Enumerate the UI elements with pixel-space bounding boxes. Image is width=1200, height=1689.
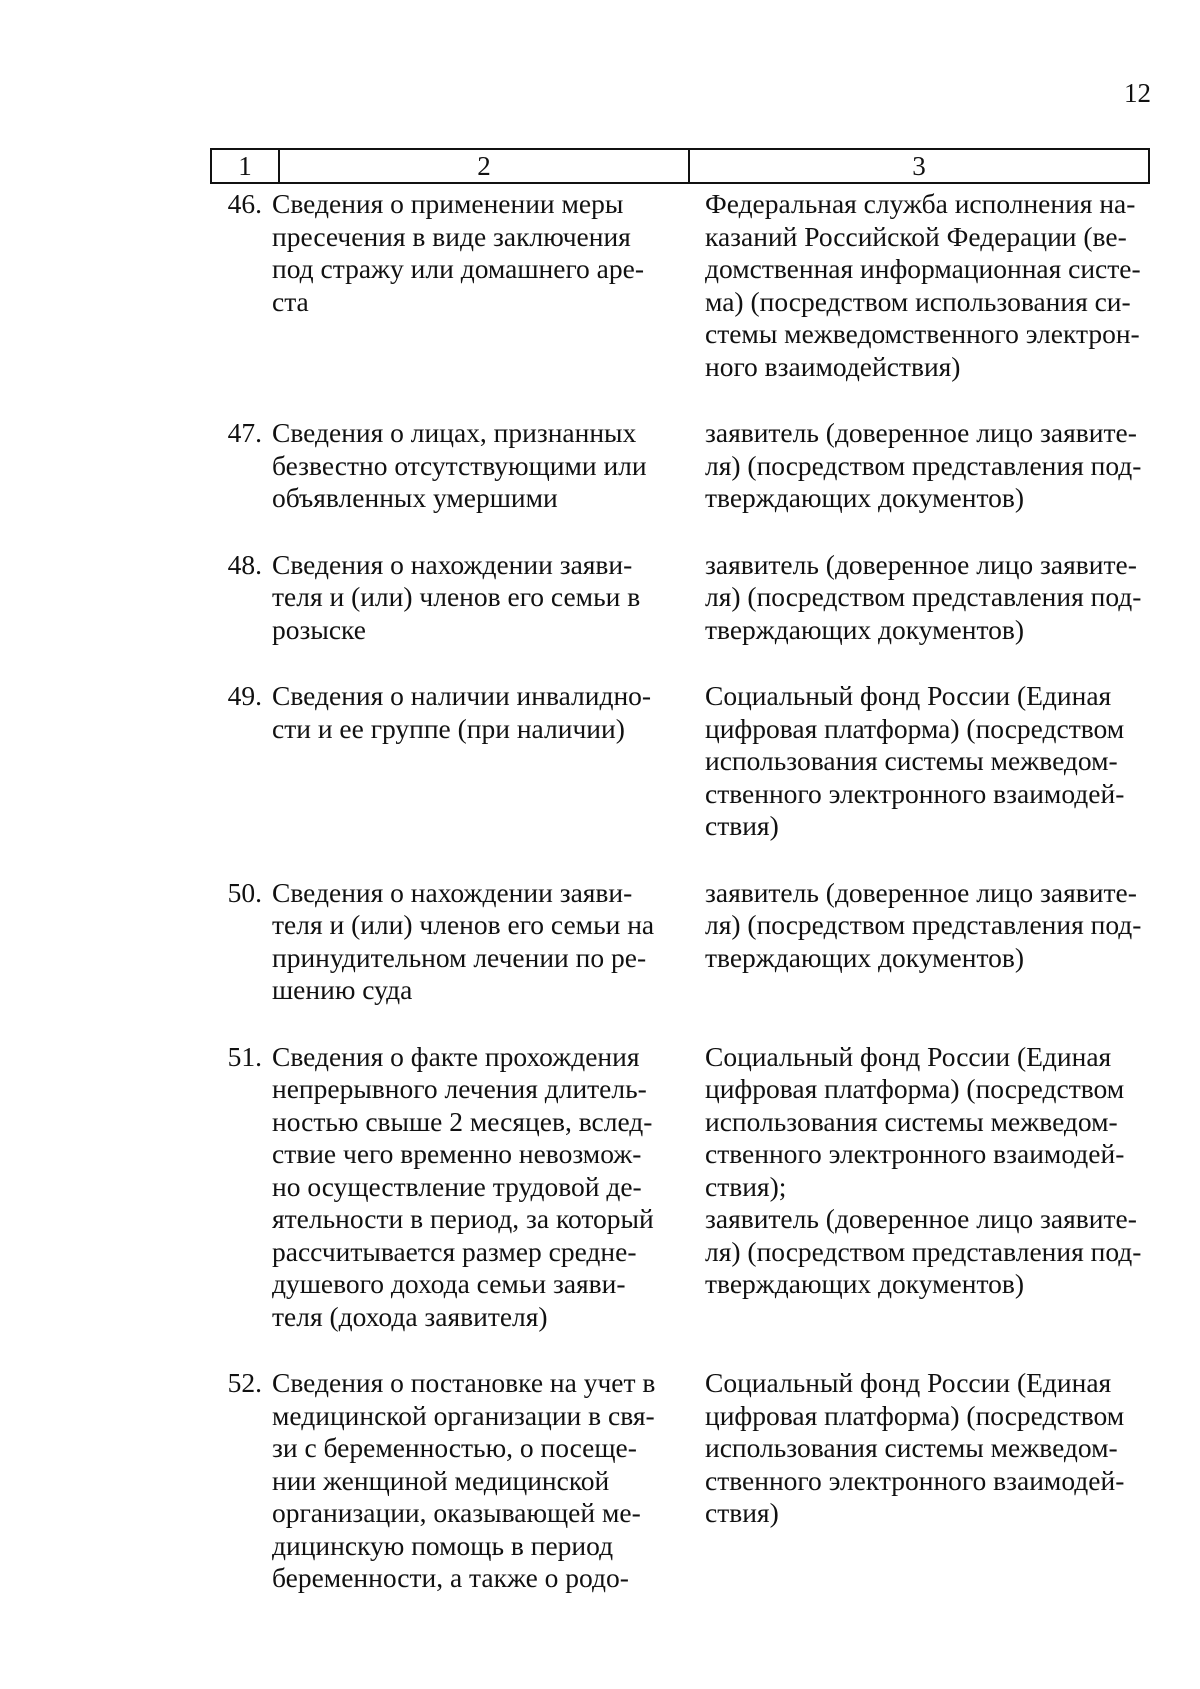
table-row xyxy=(210,188,1150,383)
table-header-col-1: 1 xyxy=(212,150,280,182)
table-header-col-2: 2 xyxy=(280,150,690,182)
row-info-description: Сведения о нахождении заяви- теля и (или) членов его семьи в розыске xyxy=(272,548,641,645)
row-info-source: заявитель (доверенное лицо заявите- ля) (посредством представления под- тверждающих документов) xyxy=(705,417,1142,513)
page-number: 12 xyxy=(1124,78,1151,108)
row-info-source: Социальный фонд России (Единая цифровая платформа) (посредством использования системы межведом- ственного электронного взаимодей- ствия) xyxy=(705,1367,1125,1528)
table-row xyxy=(210,417,1150,515)
row-info-source: Социальный фонд России (Единая цифровая платформа) (посредством использования системы межведом- ственного электронного взаимодей- ствия) xyxy=(705,680,1125,841)
row-info-description: Сведения о факте прохождения непрерывного лечения длитель- ностью свыше 2 месяцев, вслед- ствие чего временно невозмож- но осуществление трудовой де- ятельности в период, за который рассчитывается размер средне- душевого дохода семьи заяви- теля (дохода заявителя) xyxy=(272,1040,654,1332)
row-number: 46. xyxy=(227,188,262,219)
table-body xyxy=(210,188,1150,1595)
row-info-description: Сведения о постановке на учет в медицинской организации в свя- зи с беременностью, о посеще- нии женщиной медицинской организации, оказывающей ме- дицинскую помощь в период беременности, а также о родо- xyxy=(272,1367,656,1593)
table-header-col-3: 3 xyxy=(912,150,926,181)
row-info-source: заявитель (доверенное лицо заявите- ля) (посредством представления под- тверждающих документов) xyxy=(705,548,1142,645)
row-number: 47. xyxy=(227,417,262,448)
table-row xyxy=(210,680,1150,843)
table-row xyxy=(210,1041,1150,1334)
row-number: 51. xyxy=(227,1040,262,1072)
row-number: 49. xyxy=(227,680,262,711)
table-header-row xyxy=(210,148,1150,184)
row-info-source: Федеральная служба исполнения на- казаний Российской Федерации (ве- домственная информационная систе- ма) (посредством использования си- стемы межведомственного электрон- ного взаимодействия) xyxy=(705,188,1141,382)
row-info-description: Сведения о применении меры пресечения в виде заключения под стражу или домашнего аре- ста xyxy=(272,188,644,317)
row-number: 50. xyxy=(227,876,262,908)
row-info-source: заявитель (доверенное лицо заявите- ля) (посредством представления под- тверждающих документов) xyxy=(705,876,1142,973)
row-info-description: Сведения о наличии инвалидно- сти и ее группе (при наличии) xyxy=(272,680,652,744)
row-info-description: Сведения о нахождении заяви- теля и (или) членов его семьи на принудительном лечении по ре- шению суда xyxy=(272,876,655,1005)
row-info-source: Социальный фонд России (Единая цифровая платформа) (посредством использования системы межведом- ственного электронного взаимодей- ствия); заявитель (доверенное лицо заявите- ля) (посредством представления под- тверждающих документов) xyxy=(705,1040,1142,1299)
table-row xyxy=(210,549,1150,647)
row-number: 52. xyxy=(227,1367,262,1398)
table-row xyxy=(210,1367,1150,1595)
table-row xyxy=(210,877,1150,1007)
row-info-description: Сведения о лицах, признанных безвестно отсутствующими или объявленных умершими xyxy=(272,417,647,513)
row-number: 48. xyxy=(227,548,262,580)
